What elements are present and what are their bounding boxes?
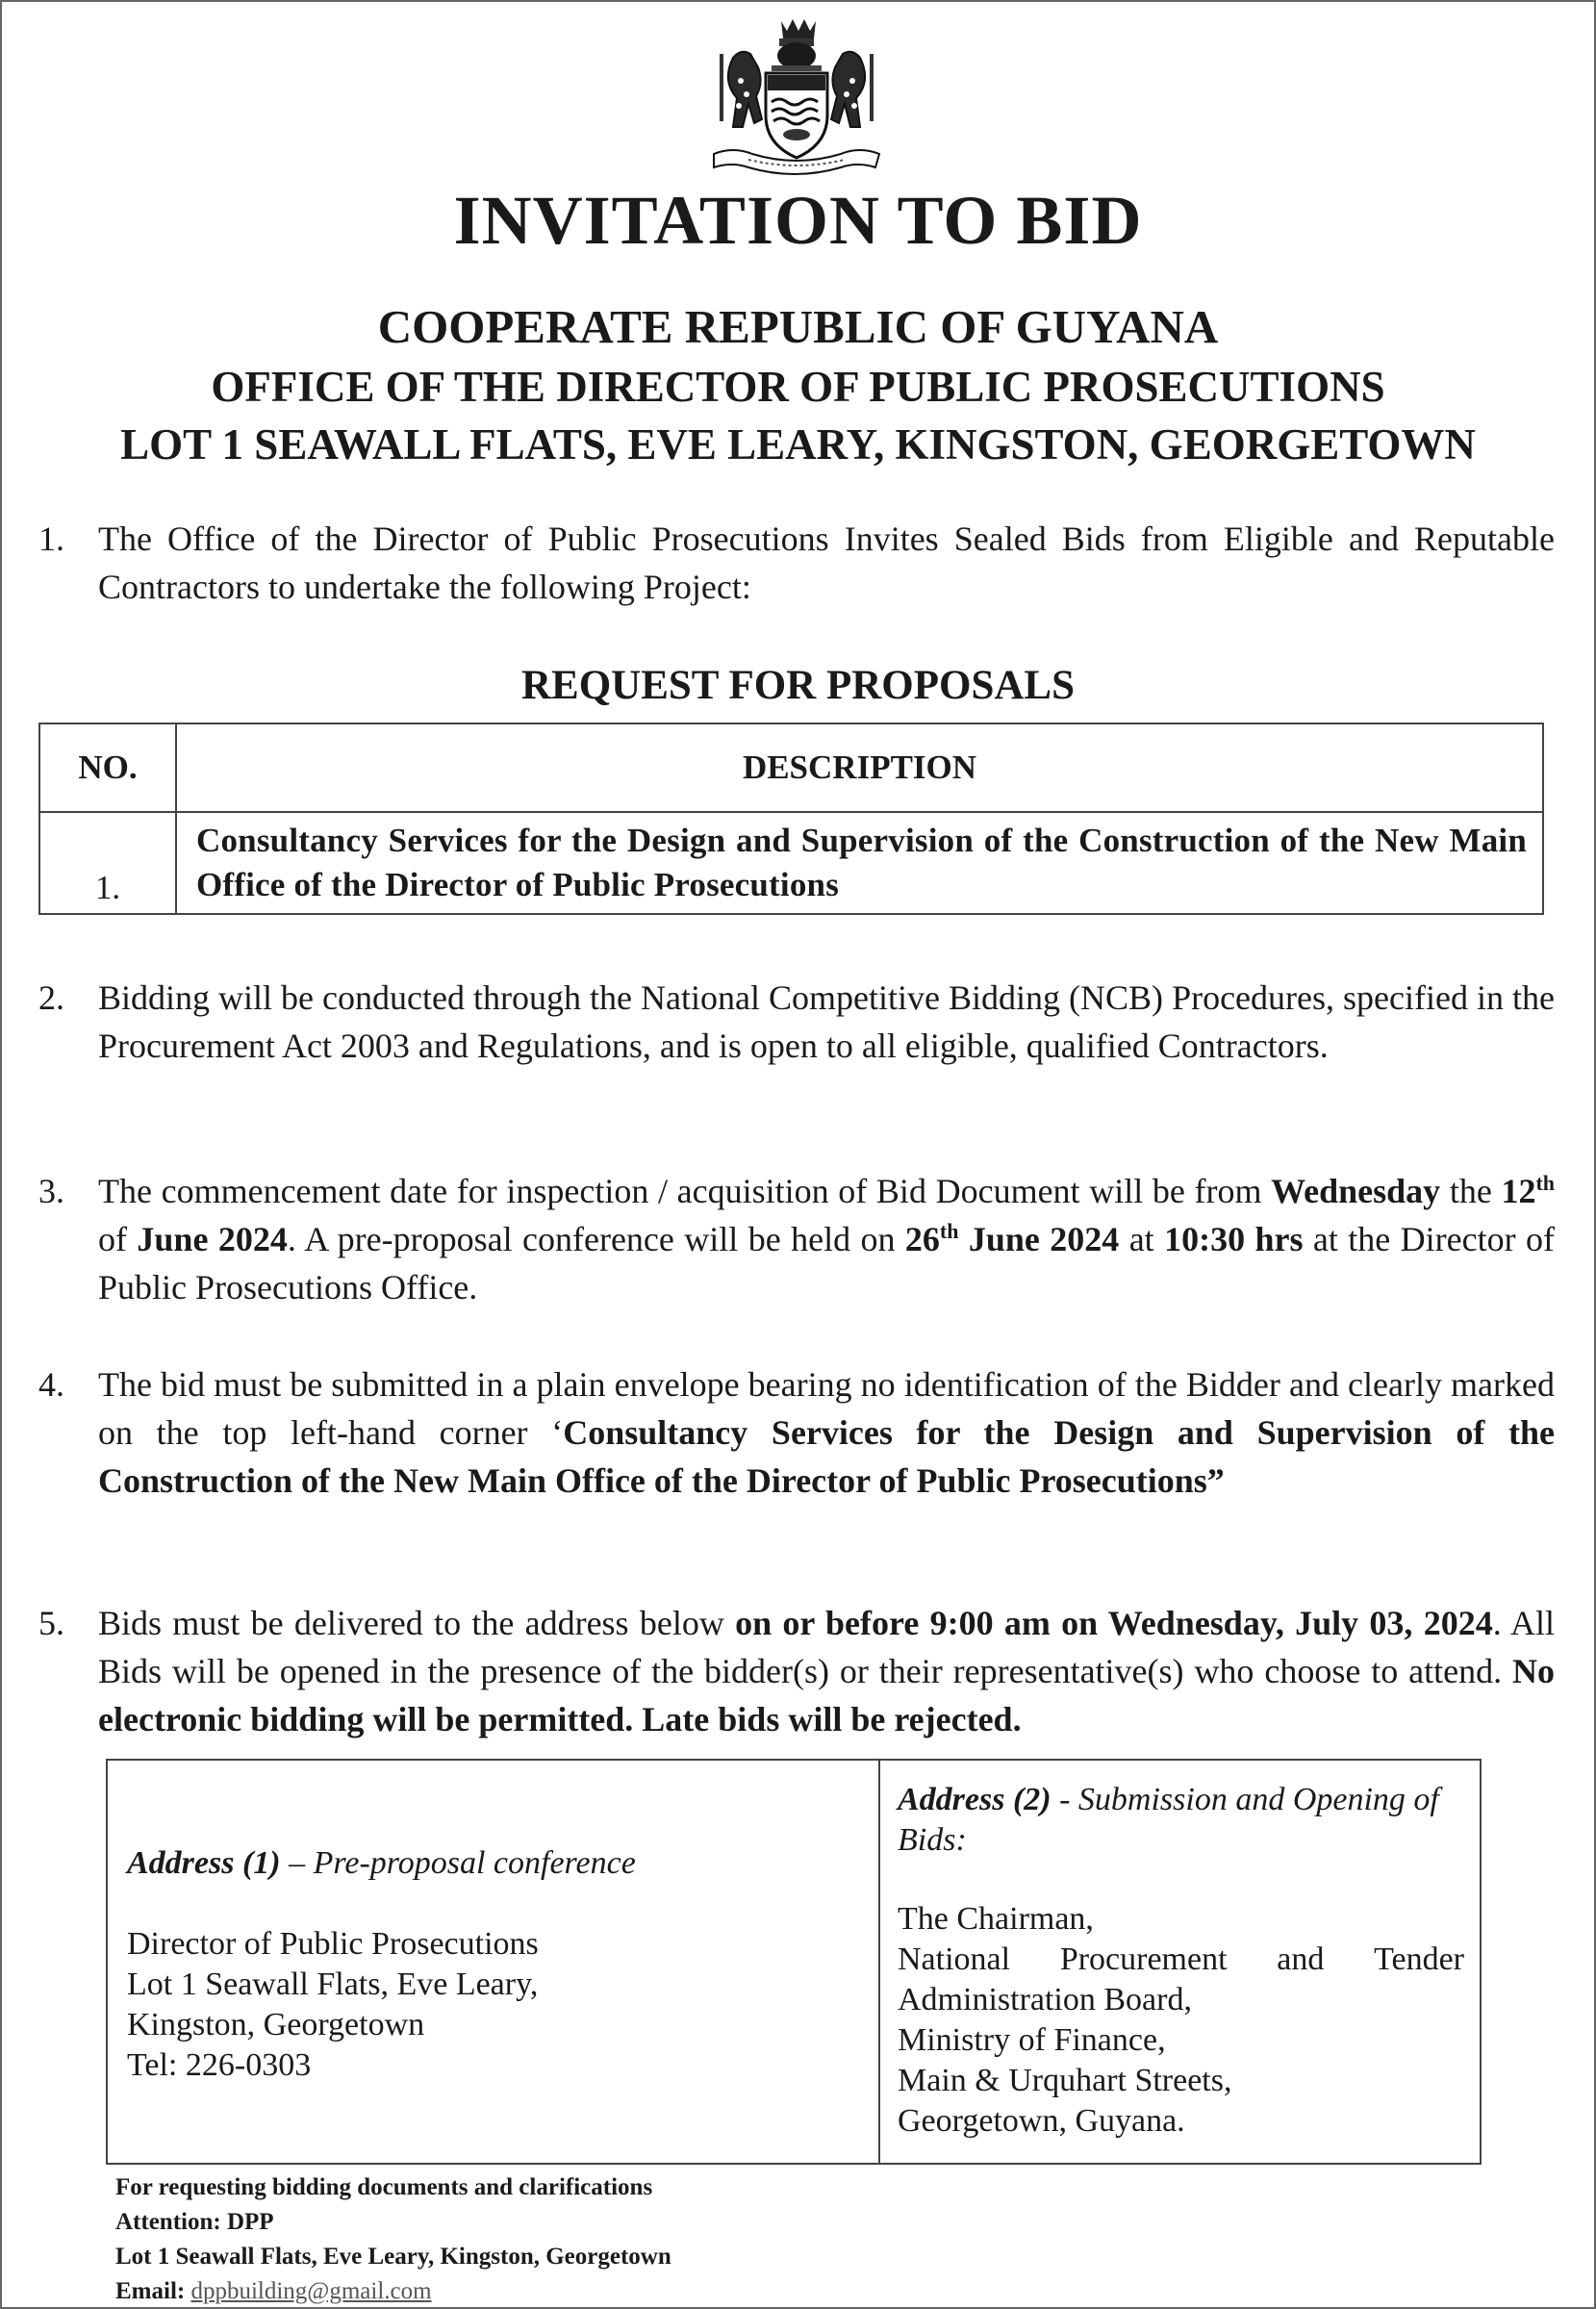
column-header-description: DESCRIPTION [176,723,1543,812]
row-description: Consultancy Services for the Design and Supervision of the Construction of the New Main Office of the Director of Public Prosecutions [176,812,1543,914]
phone-number: Tel: 226-0303 [127,2047,312,2083]
paragraph-text: Bidding will be conducted through the National Competitive Bidding (NCB) Procedures, specified in the Procurement Act 2003 and Regulations, and is open to all eligible, qualified Contractors. [98,978,1555,1065]
footer-address: Lot 1 Seawall Flats, Eve Leary, Kingston, Georgetown [115,2244,671,2270]
footer-attention: Attention: DPP [115,2209,274,2235]
rfp-table [38,723,1544,915]
address-line: Ministry of Finance, [898,2022,1166,2058]
table-row [39,812,1543,914]
address-word: Procurement [1059,1941,1228,1977]
address-word: National [898,1941,1011,1977]
address-1-lines [127,1924,859,2086]
address-line: Main & Urquhart Streets, [898,2063,1232,2098]
paragraph-number: 3. [38,1172,64,1210]
paragraph-3 [38,1167,1555,1311]
column-header-no: NO. [39,723,176,812]
paragraph-number: 2. [38,978,64,1017]
rfp-heading: REQUEST FOR PROPOSALS [520,663,1076,708]
address-line: Lot 1 Seawall Flats, Eve Leary, [127,1966,539,2002]
table-header-row [39,723,1543,812]
contact-footer [115,2170,671,2309]
address-1-cell [108,1761,880,2163]
document-title: INVITATION TO BID [453,182,1143,259]
bidding-notice: No electronic bidding will be permitted. Late bids will be rejected. [98,1652,1556,1738]
envelope-marking: Consultancy Services for the Design and Supervision of the Construction of the New Main Office of the Director of Public Prosecutions” [98,1413,1555,1500]
paragraph-number: 5. [38,1604,64,1642]
address-2-heading: Address (2) - Submission and Opening of Bids: [898,1782,1439,1858]
organization-header [2,296,1594,473]
office-address: LOT 1 SEAWALL FLATS, EVE LEARY, KINGSTON, GEORGETOWN [120,420,1476,469]
address-line: The Chairman, [898,1901,1094,1937]
paragraph-4 [38,1360,1555,1505]
address-word: Tender [1374,1941,1464,1977]
paragraph-5 [38,1599,1555,1743]
address-line: Administration Board, [898,1982,1192,2017]
address-table [106,1759,1482,2165]
address-line: Director of Public Prosecutions [127,1926,539,1962]
address-2-cell [880,1761,1480,2163]
country-name: COOPERATE REPUBLIC OF GUYANA [377,300,1219,353]
paragraph-number: 4. [38,1365,64,1404]
footer-line: For requesting bidding documents and clarifications [115,2174,653,2200]
address-line: Georgetown, Guyana. [898,2103,1185,2139]
office-name: OFFICE OF THE DIRECTOR OF PUBLIC PROSECUTIONS [211,363,1385,411]
email-label: Email: [115,2278,186,2304]
guyana-coat-of-arms-icon [698,13,895,181]
address-2-lines [898,1899,1464,2142]
email-link[interactable]: dppbuilding@gmail.com [190,2278,432,2304]
address-line [898,1940,1464,1980]
address-line: Kingston, Georgetown [127,2007,425,2043]
paragraph-text: The Office of the Director of Public Prosecutions Invites Sealed Bids from Eligible and Reputable Contractors to undertake the following Project: [98,520,1555,606]
row-number: 1. [39,812,176,914]
paragraph-number: 1. [38,520,64,558]
address-1-heading: Address (1) – Pre-proposal conference [127,1845,636,1881]
paragraph-1 [38,515,1555,611]
paragraph-text: Bids must be delivered to the address below on or before 9:00 am on Wednesday, July 03, 2024. All Bids will be opened in the presence of the bidder(s) or their representative(s) who choose to attend. No electronic bidding will be permitted. Late bids will be rejected. [98,1604,1556,1738]
paragraph-2 [38,974,1555,1070]
address-word: and [1277,1941,1325,1977]
footer-email-row [115,2274,671,2309]
paragraph-text: The commencement date for inspection / acquisition of Bid Document will be from Wednesday the 12th of June 2024. A pre-proposal conference will be held on 26th June 2024 at 10:30 hrs at the Director of Public Prosecutions Office. [98,1171,1556,1307]
paragraph-text: The bid must be submitted in a plain envelope bearing no identification of the Bidder and clearly marked on the top left-hand corner ‘Consultancy Services for the Design and Supervision of the Construction of the New Main Office of the Director of Public Prosecutions” [98,1365,1555,1500]
submission-deadline: on or before 9:00 am on Wednesday, July 03, 2024 [735,1604,1493,1642]
